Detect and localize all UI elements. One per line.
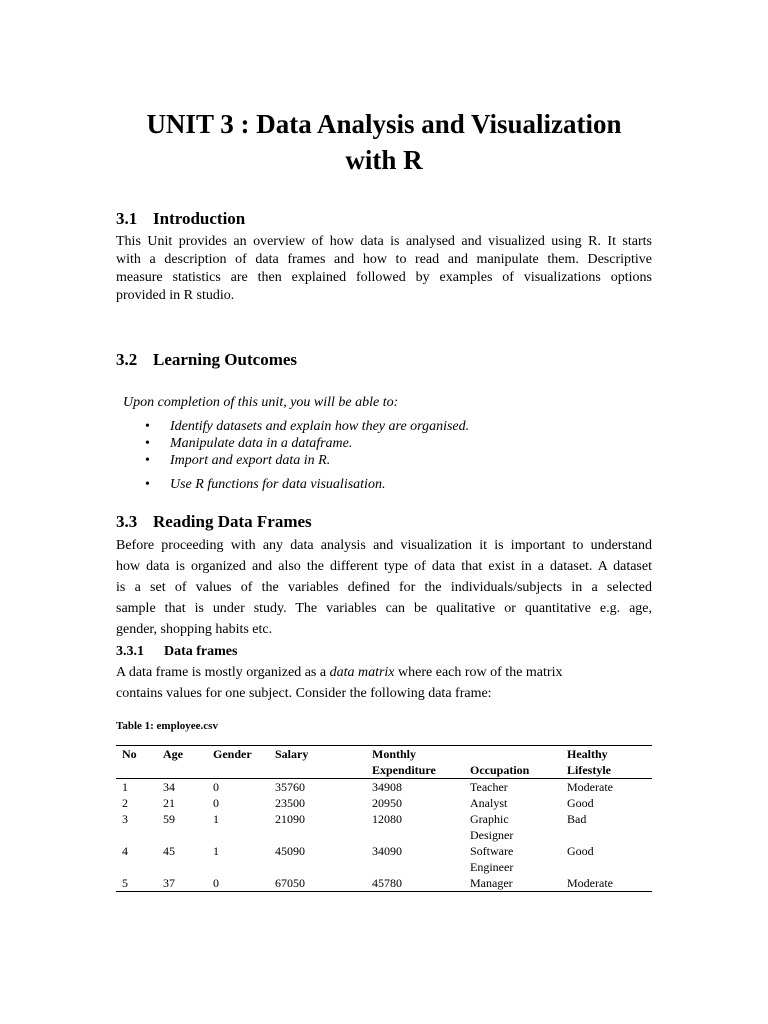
table-cell: 0: [213, 780, 219, 794]
table-cell: Analyst: [470, 796, 508, 810]
table-row: [116, 875, 652, 892]
table-cell: Moderate: [567, 780, 613, 794]
paragraph-line: provided in R studio.: [116, 288, 235, 303]
table-cell: Graphic Designer: [470, 812, 514, 842]
section-number: 3.1: [116, 209, 138, 228]
italic-term: data matrix: [329, 665, 395, 680]
reading-data-frames-paragraph: [116, 535, 652, 640]
list-item: • Import and export data in R.: [145, 453, 331, 468]
section-number: 3.3: [116, 512, 138, 531]
table-cell: 0: [213, 796, 219, 810]
outcomes-list: [145, 418, 469, 493]
paragraph-line: with a description of data frames and how to read and manipulate them. Descriptive: [116, 252, 652, 267]
introduction-paragraph: [116, 233, 652, 305]
paragraph-line: how data is organized and also the different type of data that exist in a dataset. A dataset: [116, 559, 652, 574]
table-cell: 0: [213, 876, 219, 890]
table-cell: Good: [567, 844, 594, 858]
table-cell: 12080: [372, 812, 402, 826]
table-cell: 34090: [372, 844, 402, 858]
table-cell: 2: [122, 796, 128, 810]
bullet-icon: •: [145, 419, 150, 434]
bullet-icon: •: [145, 453, 150, 468]
table-cell: Bad: [567, 812, 587, 826]
table-row: [116, 795, 652, 811]
list-item: • Identify datasets and explain how they are organised.: [145, 419, 470, 434]
table-cell: 1: [122, 780, 128, 794]
bullet-icon: •: [145, 436, 150, 451]
table-cell: 21: [163, 796, 175, 810]
table-cell: 5: [122, 876, 128, 890]
section-number: 3.2: [116, 350, 138, 369]
table-cell: 35760: [275, 780, 305, 794]
table-cell: 1: [213, 812, 219, 826]
table-cell: 21090: [275, 812, 305, 826]
table-cell: 67050: [275, 876, 305, 890]
section-heading-learning-outcomes: [116, 350, 297, 370]
list-item: • Manipulate data in a dataframe.: [145, 436, 353, 451]
table-cell: Teacher: [470, 780, 508, 794]
table-cell: Manager: [470, 876, 513, 890]
table-caption: Table 1: employee.csv: [116, 720, 218, 732]
employee-table: [116, 745, 652, 892]
paragraph-line: sample that is under study. The variables can be qualitative or quantitative e.g. age,: [116, 601, 652, 616]
table-header-cell: Healthy Lifestyle: [567, 747, 611, 777]
table-header-cell: Monthly Expenditure: [372, 747, 436, 777]
table-cell: 34: [163, 780, 175, 794]
table-cell: 59: [163, 812, 175, 826]
section-title: Data frames: [164, 644, 238, 659]
paragraph-line: A data frame is mostly organized as a data matrix where each row of the matrix: [116, 665, 563, 680]
table-header-row: [116, 746, 652, 779]
table-cell: Good: [567, 796, 594, 810]
section-title: Learning Outcomes: [153, 350, 298, 369]
table-header-cell: Gender: [213, 747, 252, 761]
paragraph-line: is a set of values of the variables defined for the individuals/subjects in a selected: [116, 580, 652, 595]
section-title: Reading Data Frames: [153, 512, 312, 531]
table-cell: Moderate: [567, 876, 613, 890]
section-title: Introduction: [153, 209, 246, 228]
table-header-cell: No: [122, 747, 137, 761]
unit-title-line-1: UNIT 3 : Data Analysis and Visualization: [146, 109, 622, 139]
paragraph-line: Before proceeding with any data analysis and visualization it is important to understand: [116, 538, 652, 553]
section-number: 3.3.1: [116, 644, 144, 659]
paragraph-line: gender, shopping habits etc.: [116, 622, 273, 637]
unit-title-line-2: with R: [345, 145, 423, 175]
table-cell: 3: [122, 812, 128, 826]
table-cell: 20950: [372, 796, 402, 810]
table-cell: 4: [122, 844, 128, 858]
section-heading-reading-data-frames: [116, 512, 312, 532]
table-row: [116, 779, 652, 796]
table-header-cell: Age: [163, 747, 183, 761]
table-cell: Software Engineer: [470, 844, 514, 874]
unit-title: [116, 106, 652, 178]
paragraph-line: contains values for one subject. Consider the following data frame:: [116, 686, 492, 701]
paragraph-line: measure statistics are then explained followed by examples of visualizations options: [116, 270, 652, 285]
list-item: • Use R functions for data visualisation.: [145, 477, 386, 492]
table-cell: 34908: [372, 780, 402, 794]
table-cell: 23500: [275, 796, 305, 810]
table-cell: 37: [163, 876, 175, 890]
section-heading-introduction: [116, 209, 245, 229]
outcomes-lead-text: Upon completion of this unit, you will be able to:: [123, 395, 399, 410]
bullet-icon: •: [145, 477, 150, 492]
table-header-cell: Occupation: [470, 763, 530, 777]
table-cell: 45: [163, 844, 175, 858]
table-cell: 1: [213, 844, 219, 858]
table-cell: 45090: [275, 844, 305, 858]
data-frames-paragraph: [116, 662, 652, 704]
table-row: [116, 843, 652, 875]
table-header-cell: Salary: [275, 747, 309, 761]
table-row: [116, 811, 652, 843]
table-body: [116, 779, 652, 892]
table-cell: 45780: [372, 876, 402, 890]
paragraph-line: This Unit provides an overview of how data is analysed and visualized using R. It starts: [116, 234, 652, 249]
subsection-heading-data-frames: [116, 644, 237, 660]
